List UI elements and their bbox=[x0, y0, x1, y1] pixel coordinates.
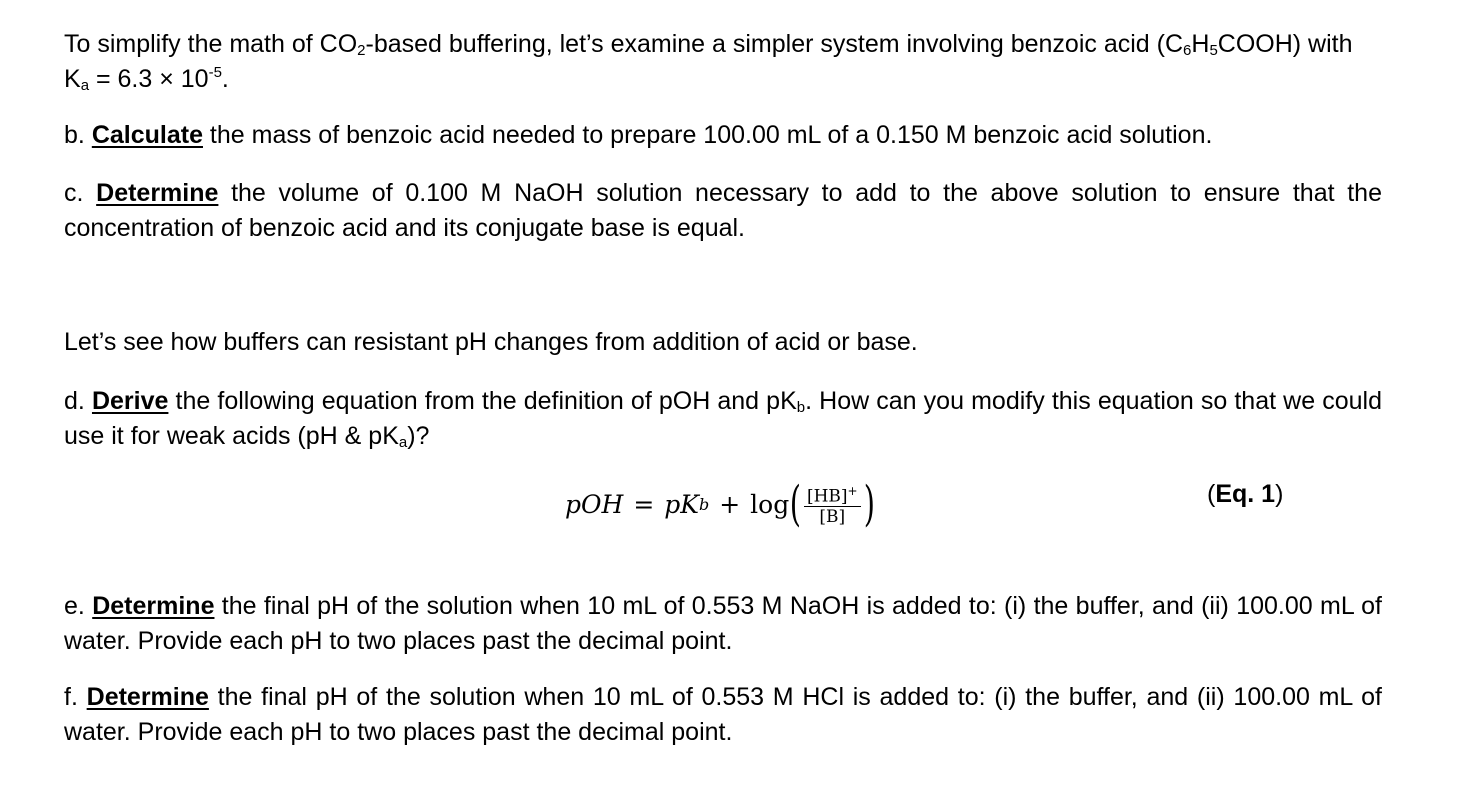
part-f-letter: f. bbox=[64, 683, 78, 711]
fraction-denominator: [B] bbox=[819, 507, 846, 528]
hydrogen-symbol: H bbox=[1191, 30, 1210, 58]
part-b-keyword: Calculate bbox=[91, 121, 203, 149]
part-b-question bbox=[64, 118, 1382, 153]
part-f-keyword: Determine bbox=[86, 683, 209, 711]
intro-text-5: . bbox=[221, 65, 229, 93]
ka-subscript: a bbox=[80, 77, 90, 94]
part-c-text: the volume of 0.100 M NaOH solution necessary to add to the above solution to ensure that the concentration of benzoic acid and its conjugate base is equal. bbox=[64, 179, 1382, 242]
concentration-fraction bbox=[804, 481, 861, 528]
part-f-question bbox=[64, 680, 1382, 750]
part-d-keyword: Derive bbox=[91, 387, 169, 415]
intro-text-2: -based buffering, let’s examine a simpler system involving benzoic acid (C bbox=[365, 30, 1184, 58]
kb-subscript: b bbox=[796, 399, 806, 416]
equation-lhs: pOH bbox=[565, 489, 624, 519]
hydrogen-subscript: 5 bbox=[1209, 42, 1218, 59]
numerator-text: [HB] bbox=[806, 486, 848, 507]
part-b-letter: b. bbox=[64, 121, 85, 149]
part-c-keyword: Determine bbox=[96, 179, 219, 207]
part-f-text: the final pH of the solution when 10 mL of 0.553 M HCl is added to: (i) the buffer, and (ii) 100.00 mL of water. Provide each pH to two places past the decimal point. bbox=[64, 683, 1382, 746]
part-e-keyword: Determine bbox=[92, 592, 215, 620]
part-d-question bbox=[64, 384, 1382, 454]
intro-text-1: To simplify the math of CO bbox=[64, 30, 358, 58]
fraction-numerator bbox=[804, 481, 861, 508]
part-d-text-1: the following equation from the definition of pOH and pK bbox=[168, 387, 797, 415]
eq-label-close: ) bbox=[1275, 480, 1284, 508]
part-c-letter: c. bbox=[64, 179, 84, 207]
equation-pk-subscript: b bbox=[698, 494, 710, 514]
equation-pk: pK bbox=[664, 489, 699, 519]
co2-subscript: 2 bbox=[357, 42, 366, 59]
eq-label-text: Eq. 1 bbox=[1215, 480, 1276, 508]
exponent: -5 bbox=[208, 64, 222, 81]
numerator-charge: + bbox=[847, 483, 858, 498]
transition-text: Let’s see how buffers can resistant pH changes from addition of acid or base. bbox=[64, 328, 918, 356]
equals-sign: = bbox=[633, 489, 655, 519]
intro-text-3: COOH) with K bbox=[64, 30, 1353, 93]
ka-subscript-d: a bbox=[398, 434, 408, 451]
part-b-text: the mass of benzoic acid needed to prepare 100.00 mL of a 0.150 M benzoic acid solution. bbox=[202, 121, 1213, 149]
plus-sign: + bbox=[719, 489, 741, 519]
open-paren: ( bbox=[789, 476, 802, 532]
equation-label bbox=[1207, 477, 1283, 512]
equation-1 bbox=[565, 474, 875, 534]
part-d-text-3: )? bbox=[407, 422, 430, 450]
part-e-question bbox=[64, 589, 1382, 659]
log-function: log bbox=[750, 489, 790, 519]
part-d-text-2: . How can you modify this equation so that we could use it for weak acids (pH & pK bbox=[64, 387, 1382, 450]
part-d-letter: d. bbox=[64, 387, 85, 415]
part-e-text: the final pH of the solution when 10 mL of 0.553 M NaOH is added to: (i) the buffer, and (ii) 100.00 mL of water. Provide each pH to two places past the decimal point. bbox=[64, 592, 1382, 655]
intro-paragraph bbox=[64, 27, 1382, 97]
close-paren: ) bbox=[863, 476, 875, 532]
carbon-subscript: 6 bbox=[1183, 42, 1192, 59]
intro-text-4: = 6.3 × 10 bbox=[89, 65, 209, 93]
eq-label-open: ( bbox=[1207, 480, 1216, 508]
part-c-question bbox=[64, 176, 1382, 246]
part-e-letter: e. bbox=[64, 592, 85, 620]
